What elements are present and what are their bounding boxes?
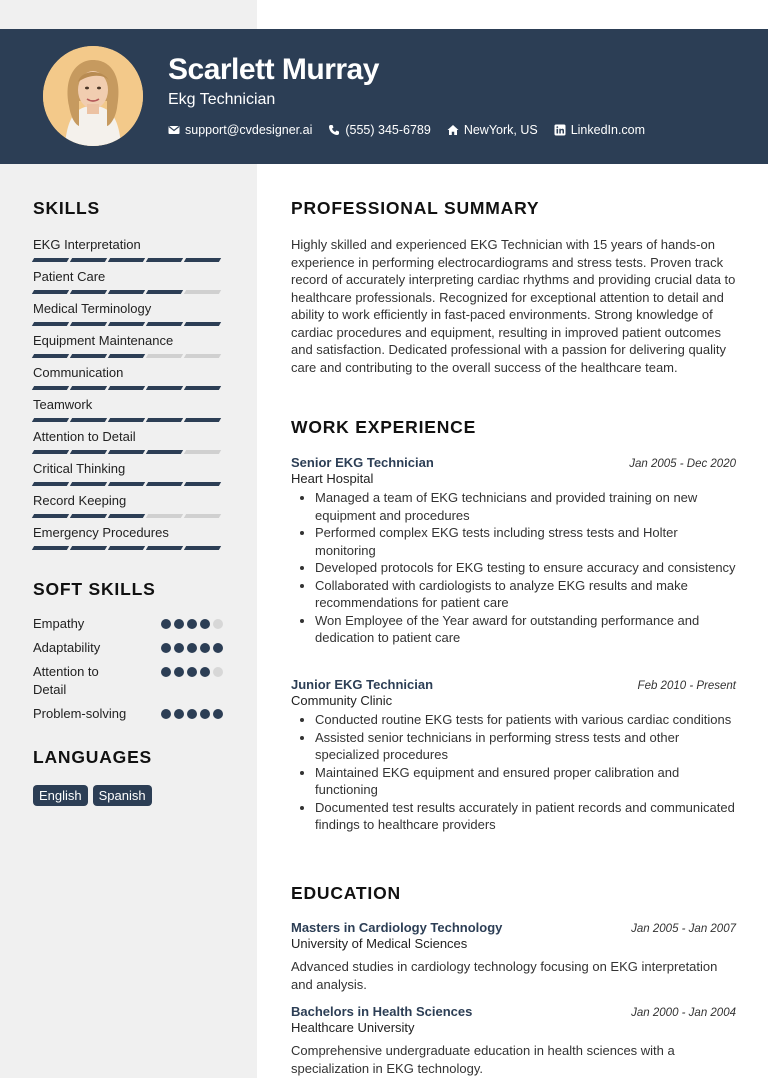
skill-level-segment xyxy=(108,546,145,550)
soft-skills-list xyxy=(33,615,223,729)
rating-dot xyxy=(187,709,197,719)
contact-email[interactable] xyxy=(168,123,312,137)
skill-level-bar xyxy=(33,450,233,454)
rating-dot xyxy=(161,709,171,719)
job-bullet: • Performed complex EKG tests including stress tests and Holter monitoring xyxy=(315,524,736,559)
skill-level-segment xyxy=(184,450,221,454)
skill-label: Communication xyxy=(33,365,124,380)
job-organization: Community Clinic xyxy=(291,693,393,708)
job-entry xyxy=(291,677,736,834)
degree-title: Masters in Cardiology Technology xyxy=(291,920,503,935)
skill-level-segment xyxy=(184,482,221,486)
rating-dot xyxy=(174,619,184,629)
education-entry xyxy=(291,1004,736,1077)
skill-level-segment xyxy=(32,354,69,358)
skill-level-bar xyxy=(33,322,233,326)
skill-level-bar xyxy=(33,386,233,390)
job-title: Junior EKG Technician xyxy=(291,677,434,692)
school-name: Healthcare University xyxy=(291,1020,415,1035)
soft-skill-item xyxy=(33,639,223,657)
skill-label: Attention to Detail xyxy=(33,429,136,444)
skill-item xyxy=(33,461,233,493)
skill-level-segment xyxy=(32,514,69,518)
skill-level-segment xyxy=(108,450,145,454)
skill-level-segment xyxy=(70,386,107,390)
phone-icon xyxy=(328,124,340,136)
skill-level-segment xyxy=(108,322,145,326)
education-dates: Jan 2000 - Jan 2004 xyxy=(631,1007,736,1019)
soft-skill-item xyxy=(33,615,223,633)
languages-list xyxy=(33,785,233,806)
soft-skill-label: Empathy xyxy=(33,616,85,631)
skill-level-segment xyxy=(70,418,107,422)
skill-level-segment xyxy=(146,386,183,390)
skill-item xyxy=(33,269,233,301)
skill-level-bar xyxy=(33,290,233,294)
skill-level-segment xyxy=(108,258,145,262)
skill-item xyxy=(33,493,233,525)
soft-skill-label: Problem-solving xyxy=(33,706,127,721)
rating-dot xyxy=(174,709,184,719)
school-name: University of Medical Sciences xyxy=(291,936,468,951)
rating-dot xyxy=(161,619,171,629)
job-bullet: • Documented test results accurately in patient records and communicated findings to healthcare providers xyxy=(315,799,736,834)
skill-level-bar xyxy=(33,514,233,518)
job-dates: Feb 2010 - Present xyxy=(637,680,736,692)
skill-label: Emergency Procedures xyxy=(33,525,169,540)
job-dates: Jan 2005 - Dec 2020 xyxy=(629,458,736,470)
soft-skills-title: SOFT SKILLS xyxy=(33,579,156,599)
rating-dot xyxy=(213,643,223,653)
skill-item xyxy=(33,301,233,333)
skill-level-segment xyxy=(146,450,183,454)
skill-level-bar xyxy=(33,482,233,486)
education-section xyxy=(291,883,736,904)
work-title: WORK EXPERIENCE xyxy=(291,417,477,437)
rating-dot xyxy=(161,643,171,653)
home-icon xyxy=(447,124,459,136)
job-bullet: • Won Employee of the Year award for outstanding performance and dedication to patient care xyxy=(315,612,736,647)
skills-title: SKILLS xyxy=(33,198,101,218)
languages-section xyxy=(33,747,233,768)
skill-level-segment xyxy=(32,322,69,326)
language-badge: Spanish xyxy=(93,785,152,806)
skill-level-segment xyxy=(108,290,145,294)
contact-location xyxy=(447,123,538,137)
job-header xyxy=(291,455,736,470)
skill-level-segment xyxy=(184,290,221,294)
contact-phone[interactable] xyxy=(328,123,430,137)
skill-level-segment xyxy=(32,450,69,454)
skill-level-segment xyxy=(184,322,221,326)
education-header xyxy=(291,1004,736,1019)
rating-dot xyxy=(213,619,223,629)
skill-level-segment xyxy=(108,514,145,518)
avatar xyxy=(43,46,143,146)
skill-level-segment xyxy=(146,514,183,518)
skill-level-segment xyxy=(70,354,107,358)
soft-skill-label: Attention to Detail xyxy=(33,664,99,697)
summary-text: Highly skilled and experienced EKG Technician with 15 years of hands-on experience in performing electrocardiograms and stress tests. Proven track record of accurately interpreting cardiac rhythms and providing crucial data to healthcare professionals. Recognized for exceptional attention to detail and ability to work efficiently in fast-paced environments. Strong knowledge of cardiac procedures and equipment, resulting in improved patient outcomes and satisfaction. Dedicated professional with a passion for delivering quality care and contributing to the overall success of the healthcare team. xyxy=(291,237,736,375)
job-organization: Heart Hospital xyxy=(291,471,374,486)
rating-dot xyxy=(200,667,210,677)
soft-skill-rating xyxy=(161,663,223,677)
rating-dot xyxy=(200,709,210,719)
skill-level-segment xyxy=(70,546,107,550)
skill-level-segment xyxy=(32,546,69,550)
summary-body xyxy=(291,236,736,376)
skill-level-bar xyxy=(33,354,233,358)
skill-level-segment xyxy=(146,546,183,550)
skills-list xyxy=(33,237,233,557)
skill-level-segment xyxy=(146,354,183,358)
skill-level-segment xyxy=(146,290,183,294)
rating-dot xyxy=(213,667,223,677)
job-bullet: • Assisted senior technicians in performing stress tests and other specialized procedures xyxy=(315,729,736,764)
rating-dot xyxy=(174,667,184,677)
soft-skill-rating xyxy=(161,615,223,629)
soft-skills-section xyxy=(33,579,233,600)
envelope-icon xyxy=(168,124,180,136)
job-entry xyxy=(291,455,736,647)
rating-dot xyxy=(174,643,184,653)
skill-level-segment xyxy=(32,482,69,486)
skill-level-segment xyxy=(184,418,221,422)
skill-label: Equipment Maintenance xyxy=(33,333,174,348)
skills-section xyxy=(33,198,233,219)
profile-photo xyxy=(43,46,143,146)
summary-title: PROFESSIONAL SUMMARY xyxy=(291,198,540,218)
skill-label: Patient Care xyxy=(33,269,106,284)
education-title: EDUCATION xyxy=(291,883,401,903)
degree-title: Bachelors in Health Sciences xyxy=(291,1004,473,1019)
education-description: Comprehensive undergraduate education in health sciences with a specialization in EKG technology. xyxy=(291,1043,675,1076)
contact-linkedin[interactable] xyxy=(554,123,645,137)
skill-level-segment xyxy=(70,482,107,486)
job-bullet: • Managed a team of EKG technicians and provided training on new equipment and procedures xyxy=(315,489,736,524)
skill-level-segment xyxy=(146,258,183,262)
candidate-role: Ekg Technician xyxy=(168,91,276,108)
soft-skill-item xyxy=(33,705,223,723)
job-bullet: • Maintained EKG equipment and ensured proper calibration and functioning xyxy=(315,764,736,799)
soft-skill-label: Adaptability xyxy=(33,640,101,655)
skill-level-segment xyxy=(108,418,145,422)
rating-dot xyxy=(200,643,210,653)
skill-level-segment xyxy=(108,482,145,486)
contact-location-text: NewYork, US xyxy=(463,123,538,137)
rating-dot xyxy=(187,643,197,653)
skill-level-segment xyxy=(70,514,107,518)
skill-label: Critical Thinking xyxy=(33,461,126,476)
skill-level-segment xyxy=(32,290,69,294)
skill-level-segment xyxy=(108,386,145,390)
skill-level-segment xyxy=(184,258,221,262)
skill-level-segment xyxy=(108,354,145,358)
skill-item xyxy=(33,429,233,461)
skill-level-segment xyxy=(184,546,221,550)
languages-title: LANGUAGES xyxy=(33,747,153,767)
skill-level-segment xyxy=(70,290,107,294)
skill-label: Medical Terminology xyxy=(33,301,152,316)
skill-item xyxy=(33,365,233,397)
contact-phone-text: (555) 345-6789 xyxy=(345,123,431,137)
skill-level-segment xyxy=(184,386,221,390)
soft-skill-rating xyxy=(161,639,223,653)
skill-level-segment xyxy=(184,354,221,358)
soft-skill-item xyxy=(33,663,223,699)
work-section xyxy=(291,417,736,438)
contact-email-text: support@cvdesigner.ai xyxy=(185,123,313,137)
rating-dot xyxy=(200,619,210,629)
skill-level-segment xyxy=(32,386,69,390)
skill-level-segment xyxy=(146,322,183,326)
language-badge: English xyxy=(33,785,88,806)
summary-section xyxy=(291,198,736,219)
job-header xyxy=(291,677,736,692)
rating-dot xyxy=(213,709,223,719)
skill-level-segment xyxy=(146,418,183,422)
linkedin-icon xyxy=(554,124,566,136)
skill-level-segment xyxy=(70,322,107,326)
skill-item xyxy=(33,525,233,557)
skill-level-segment xyxy=(32,258,69,262)
skill-level-segment xyxy=(146,482,183,486)
job-bullets xyxy=(291,711,736,834)
skill-level-bar xyxy=(33,258,233,262)
skill-level-bar xyxy=(33,418,233,422)
skill-level-segment xyxy=(184,514,221,518)
job-bullet: • Collaborated with cardiologists to analyze EKG results and make recommendations for patient care xyxy=(315,577,736,612)
skill-level-segment xyxy=(70,450,107,454)
education-description: Advanced studies in cardiology technology focusing on EKG interpretation and analysis. xyxy=(291,959,718,992)
skill-item xyxy=(33,333,233,365)
skill-level-segment xyxy=(32,418,69,422)
contact-list xyxy=(168,123,645,137)
job-bullet: • Conducted routine EKG tests for patients with various cardiac conditions xyxy=(315,711,736,729)
education-entry xyxy=(291,920,736,993)
skill-label: Teamwork xyxy=(33,397,93,412)
skill-label: EKG Interpretation xyxy=(33,237,141,252)
job-title: Senior EKG Technician xyxy=(291,455,434,470)
rating-dot xyxy=(187,619,197,629)
skill-item xyxy=(33,237,233,269)
soft-skill-rating xyxy=(161,705,223,719)
candidate-name: Scarlett Murray xyxy=(168,53,379,86)
rating-dot xyxy=(161,667,171,677)
skill-level-bar xyxy=(33,546,233,550)
contact-linkedin-text: LinkedIn.com xyxy=(570,123,646,137)
skill-level-segment xyxy=(70,258,107,262)
rating-dot xyxy=(187,667,197,677)
resume-header xyxy=(0,29,768,164)
skill-item xyxy=(33,397,233,429)
skill-label: Record Keeping xyxy=(33,493,127,508)
education-header xyxy=(291,920,736,935)
job-bullets xyxy=(291,489,736,647)
job-bullet: • Developed protocols for EKG testing to ensure accuracy and consistency xyxy=(315,559,736,577)
education-dates: Jan 2005 - Jan 2007 xyxy=(631,923,736,935)
